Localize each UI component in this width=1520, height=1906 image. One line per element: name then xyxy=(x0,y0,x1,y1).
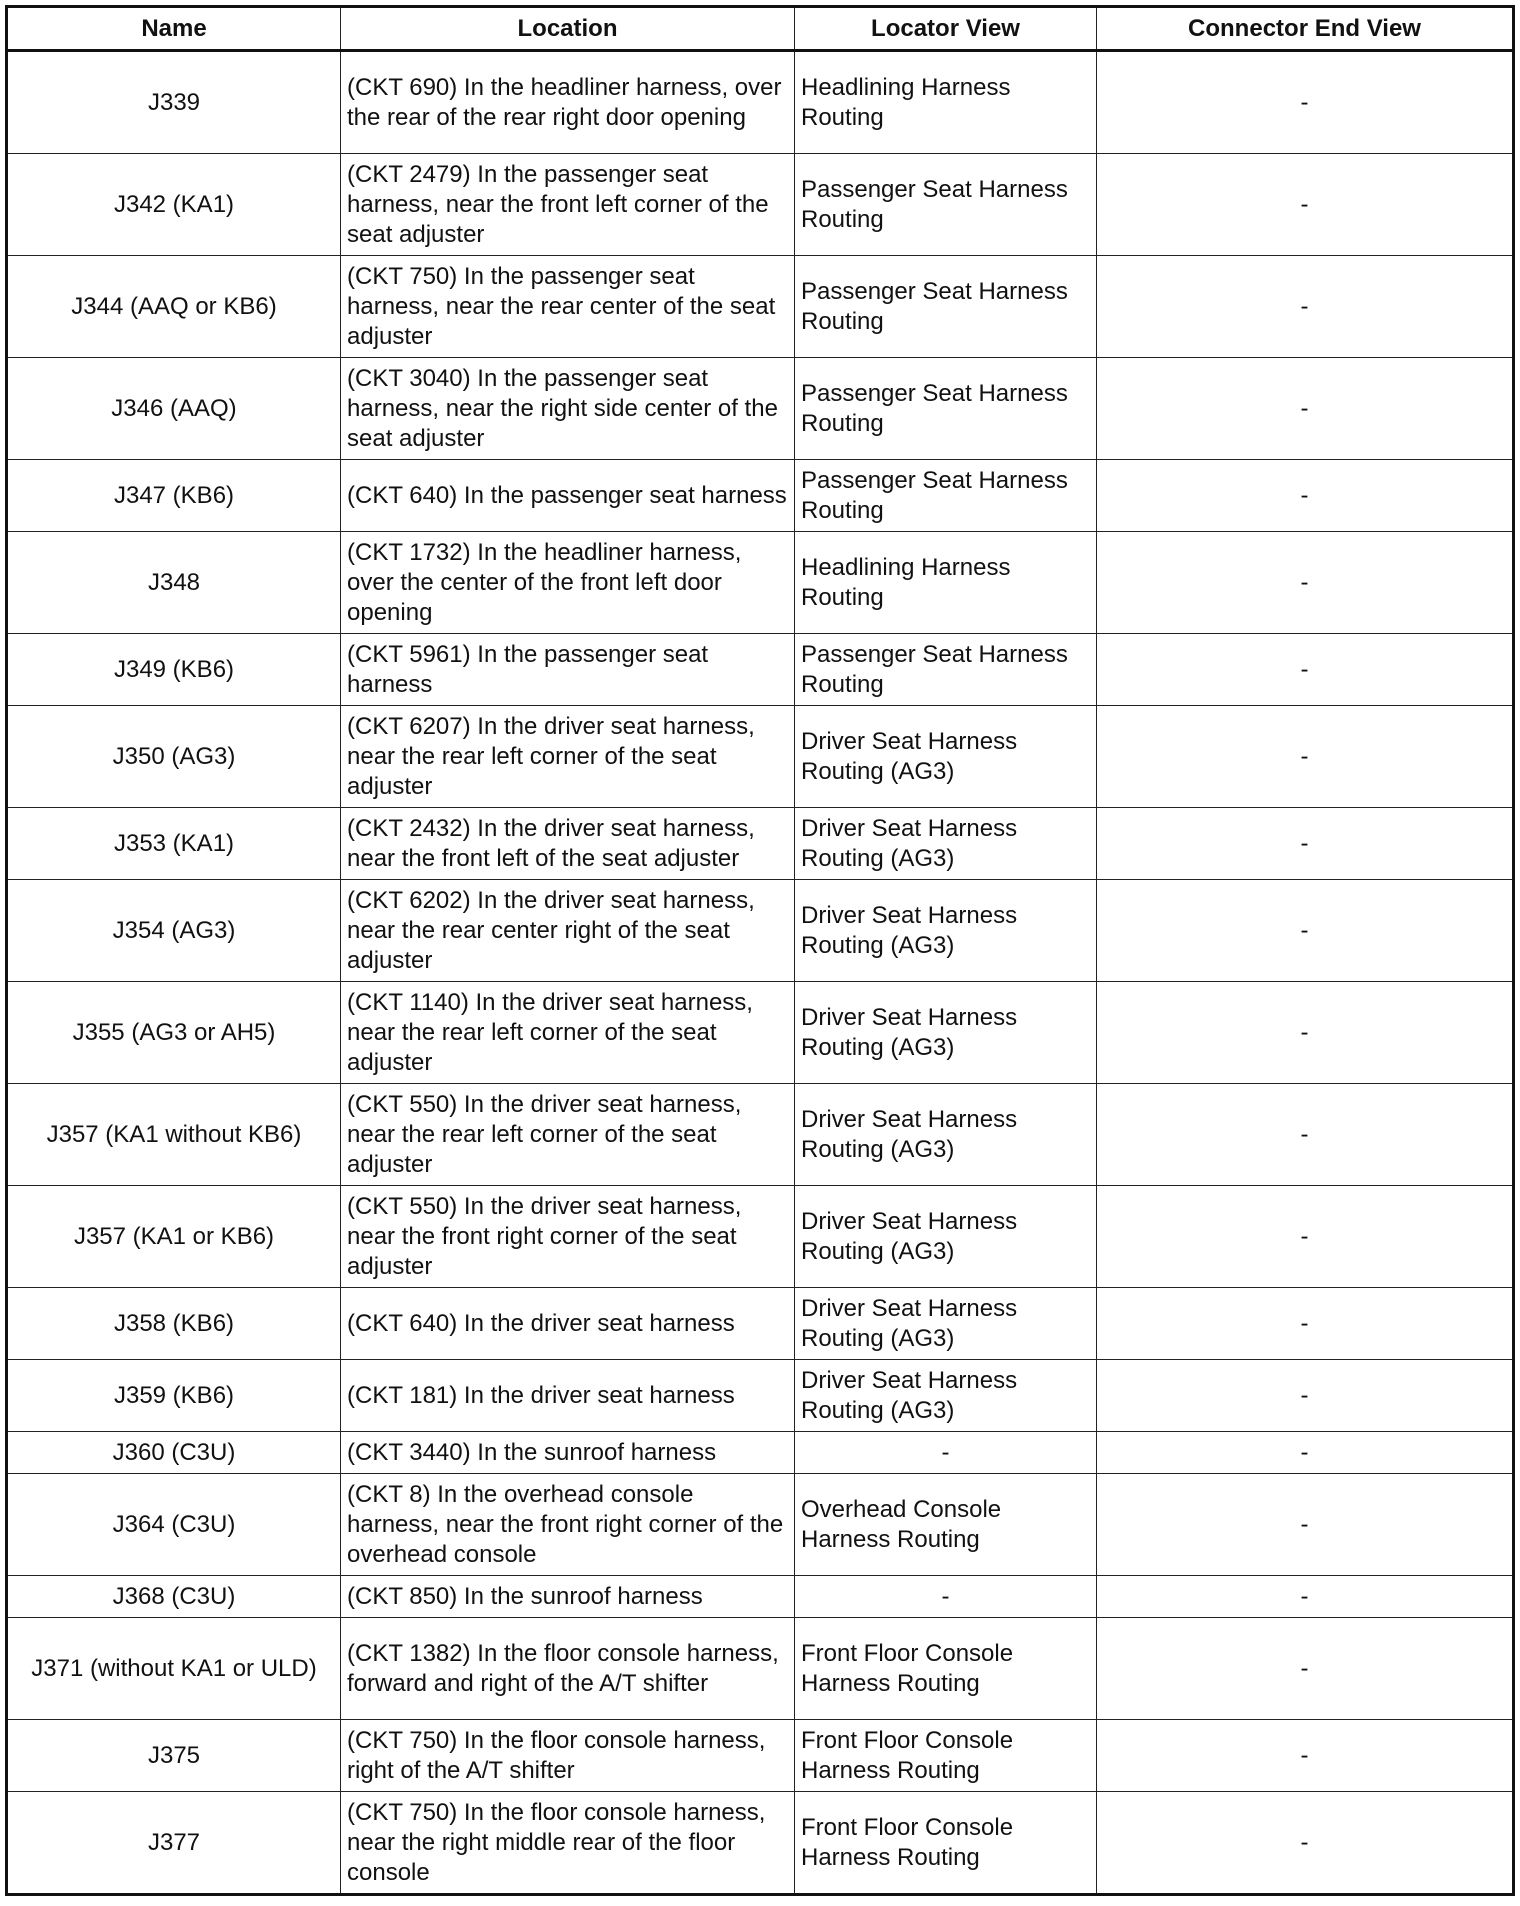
cell-location: (CKT 750) In the floor console harness, near the right middle rear of the floor console xyxy=(341,1792,795,1895)
table-row xyxy=(7,532,1514,634)
cell-name: J353 (KA1) xyxy=(7,808,341,880)
cell-connector-end-view: - xyxy=(1097,982,1514,1084)
cell-location: (CKT 1140) In the driver seat harness, near the rear left corner of the seat adjuster xyxy=(341,982,795,1084)
cell-location: (CKT 3440) In the sunroof harness xyxy=(341,1432,795,1474)
cell-connector-end-view: - xyxy=(1097,358,1514,460)
cell-name: J371 (without KA1 or ULD) xyxy=(7,1618,341,1720)
cell-name: J342 (KA1) xyxy=(7,154,341,256)
cell-name: J358 (KB6) xyxy=(7,1288,341,1360)
table-row xyxy=(7,154,1514,256)
cell-location: (CKT 5961) In the passenger seat harness xyxy=(341,634,795,706)
cell-name: J344 (AAQ or KB6) xyxy=(7,256,341,358)
cell-connector-end-view: - xyxy=(1097,808,1514,880)
cell-name: J377 xyxy=(7,1792,341,1895)
cell-locator-view: - xyxy=(795,1576,1097,1618)
cell-locator-view: Driver Seat Harness Routing (AG3) xyxy=(795,706,1097,808)
header-locator-view: Locator View xyxy=(795,7,1097,51)
table-row xyxy=(7,460,1514,532)
table-row xyxy=(7,1360,1514,1432)
cell-locator-view: Passenger Seat Harness Routing xyxy=(795,256,1097,358)
cell-name: J348 xyxy=(7,532,341,634)
cell-connector-end-view: - xyxy=(1097,51,1514,154)
cell-locator-view: Passenger Seat Harness Routing xyxy=(795,358,1097,460)
cell-name: J359 (KB6) xyxy=(7,1360,341,1432)
table-row xyxy=(7,1474,1514,1576)
table-row xyxy=(7,358,1514,460)
cell-locator-view: Driver Seat Harness Routing (AG3) xyxy=(795,1084,1097,1186)
cell-locator-view: Front Floor Console Harness Routing xyxy=(795,1618,1097,1720)
table-row xyxy=(7,634,1514,706)
cell-connector-end-view: - xyxy=(1097,1186,1514,1288)
cell-location: (CKT 2432) In the driver seat harness, near the front left of the seat adjuster xyxy=(341,808,795,880)
cell-connector-end-view: - xyxy=(1097,532,1514,634)
connector-table-container xyxy=(5,5,1512,1896)
cell-connector-end-view: - xyxy=(1097,256,1514,358)
cell-locator-view: Driver Seat Harness Routing (AG3) xyxy=(795,1186,1097,1288)
cell-locator-view: Passenger Seat Harness Routing xyxy=(795,154,1097,256)
cell-locator-view: Front Floor Console Harness Routing xyxy=(795,1792,1097,1895)
cell-connector-end-view: - xyxy=(1097,1432,1514,1474)
header-connector-end-view: Connector End View xyxy=(1097,7,1514,51)
cell-name: J355 (AG3 or AH5) xyxy=(7,982,341,1084)
cell-locator-view: Driver Seat Harness Routing (AG3) xyxy=(795,880,1097,982)
connector-table xyxy=(5,5,1515,1896)
cell-connector-end-view: - xyxy=(1097,1360,1514,1432)
header-row xyxy=(7,7,1514,51)
cell-connector-end-view: - xyxy=(1097,1792,1514,1895)
cell-connector-end-view: - xyxy=(1097,1576,1514,1618)
table-row xyxy=(7,1618,1514,1720)
cell-connector-end-view: - xyxy=(1097,154,1514,256)
cell-connector-end-view: - xyxy=(1097,1720,1514,1792)
table-row xyxy=(7,706,1514,808)
header-name: Name xyxy=(7,7,341,51)
table-row xyxy=(7,1576,1514,1618)
cell-locator-view: - xyxy=(795,1432,1097,1474)
cell-location: (CKT 850) In the sunroof harness xyxy=(341,1576,795,1618)
table-row xyxy=(7,1288,1514,1360)
cell-locator-view: Passenger Seat Harness Routing xyxy=(795,460,1097,532)
cell-name: J364 (C3U) xyxy=(7,1474,341,1576)
cell-connector-end-view: - xyxy=(1097,634,1514,706)
cell-locator-view: Headlining Harness Routing xyxy=(795,532,1097,634)
table-row xyxy=(7,256,1514,358)
cell-location: (CKT 550) In the driver seat harness, near the rear left corner of the seat adjuster xyxy=(341,1084,795,1186)
cell-location: (CKT 2479) In the passenger seat harness, near the front left corner of the seat adjuster xyxy=(341,154,795,256)
cell-name: J357 (KA1 or KB6) xyxy=(7,1186,341,1288)
cell-name: J368 (C3U) xyxy=(7,1576,341,1618)
table-row xyxy=(7,1186,1514,1288)
cell-name: J350 (AG3) xyxy=(7,706,341,808)
table-row xyxy=(7,1792,1514,1895)
cell-locator-view: Front Floor Console Harness Routing xyxy=(795,1720,1097,1792)
table-row xyxy=(7,1720,1514,1792)
cell-connector-end-view: - xyxy=(1097,1288,1514,1360)
cell-locator-view: Passenger Seat Harness Routing xyxy=(795,634,1097,706)
table-row xyxy=(7,1084,1514,1186)
cell-locator-view: Driver Seat Harness Routing (AG3) xyxy=(795,982,1097,1084)
cell-name: J375 xyxy=(7,1720,341,1792)
cell-locator-view: Overhead Console Harness Routing xyxy=(795,1474,1097,1576)
cell-connector-end-view: - xyxy=(1097,1618,1514,1720)
header-location: Location xyxy=(341,7,795,51)
cell-location: (CKT 6202) In the driver seat harness, near the rear center right of the seat adjuster xyxy=(341,880,795,982)
cell-name: J354 (AG3) xyxy=(7,880,341,982)
cell-connector-end-view: - xyxy=(1097,880,1514,982)
table-row xyxy=(7,1432,1514,1474)
table-row xyxy=(7,51,1514,154)
cell-name: J339 xyxy=(7,51,341,154)
cell-connector-end-view: - xyxy=(1097,1474,1514,1576)
cell-location: (CKT 750) In the passenger seat harness, near the rear center of the seat adjuster xyxy=(341,256,795,358)
table-row xyxy=(7,880,1514,982)
cell-name: J349 (KB6) xyxy=(7,634,341,706)
cell-locator-view: Headlining Harness Routing xyxy=(795,51,1097,154)
cell-locator-view: Driver Seat Harness Routing (AG3) xyxy=(795,808,1097,880)
cell-location: (CKT 8) In the overhead console harness, near the front right corner of the overhead console xyxy=(341,1474,795,1576)
cell-name: J360 (C3U) xyxy=(7,1432,341,1474)
cell-location: (CKT 550) In the driver seat harness, near the front right corner of the seat adjuster xyxy=(341,1186,795,1288)
table-row xyxy=(7,982,1514,1084)
table-row xyxy=(7,808,1514,880)
cell-location: (CKT 3040) In the passenger seat harness, near the right side center of the seat adjuster xyxy=(341,358,795,460)
cell-locator-view: Driver Seat Harness Routing (AG3) xyxy=(795,1288,1097,1360)
cell-location: (CKT 181) In the driver seat harness xyxy=(341,1360,795,1432)
cell-location: (CKT 1382) In the floor console harness, forward and right of the A/T shifter xyxy=(341,1618,795,1720)
cell-location: (CKT 640) In the passenger seat harness xyxy=(341,460,795,532)
cell-name: J357 (KA1 without KB6) xyxy=(7,1084,341,1186)
cell-location: (CKT 750) In the floor console harness, right of the A/T shifter xyxy=(341,1720,795,1792)
cell-locator-view: Driver Seat Harness Routing (AG3) xyxy=(795,1360,1097,1432)
cell-connector-end-view: - xyxy=(1097,706,1514,808)
cell-name: J346 (AAQ) xyxy=(7,358,341,460)
cell-connector-end-view: - xyxy=(1097,1084,1514,1186)
cell-location: (CKT 6207) In the driver seat harness, near the rear left corner of the seat adjuster xyxy=(341,706,795,808)
cell-location: (CKT 640) In the driver seat harness xyxy=(341,1288,795,1360)
cell-name: J347 (KB6) xyxy=(7,460,341,532)
cell-connector-end-view: - xyxy=(1097,460,1514,532)
cell-location: (CKT 690) In the headliner harness, over the rear of the rear right door opening xyxy=(341,51,795,154)
cell-location: (CKT 1732) In the headliner harness, over the center of the front left door opening xyxy=(341,532,795,634)
